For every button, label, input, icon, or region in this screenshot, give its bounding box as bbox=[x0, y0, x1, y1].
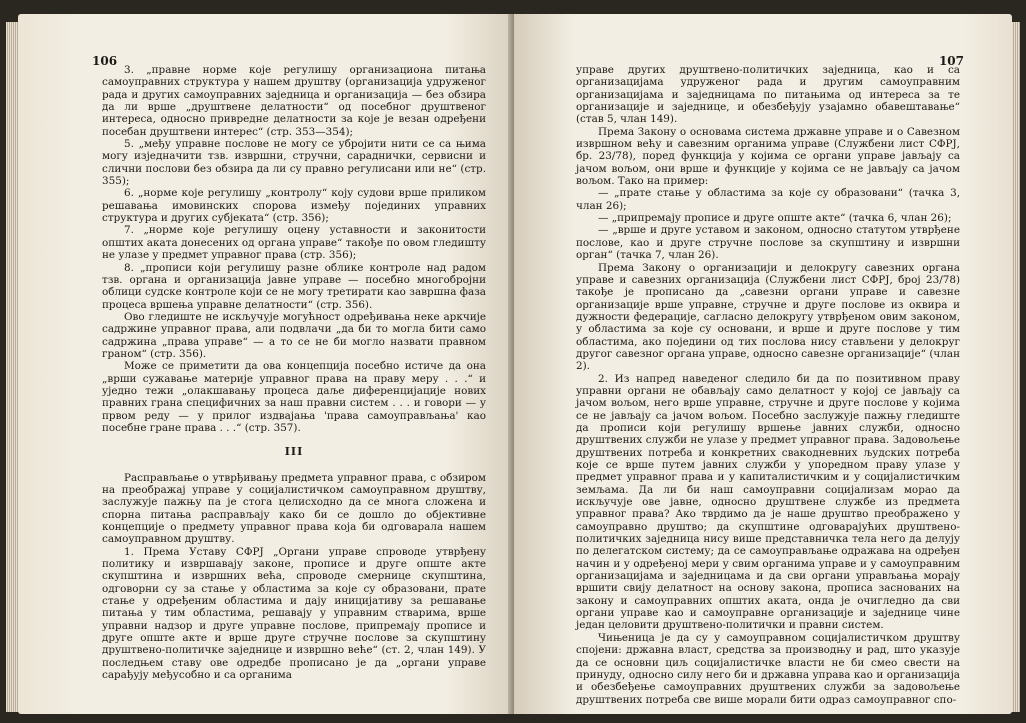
paragraph: 6. „норме које регулишу „контролу“ коју судови врше приликом решавања имовинских спорова између појединих управних структура и других субјеката“ (стр. 356); bbox=[102, 187, 486, 225]
paragraph: 7. „норме које регулишу оцену уставности и законитости општих аката донесених од органа управе“ такође по овом гледишту не улазе у предмет управног права (стр. 356); bbox=[102, 224, 486, 262]
page-number-right: 107 bbox=[938, 54, 964, 68]
right-page-text bbox=[576, 64, 960, 706]
section-heading: III bbox=[284, 445, 304, 459]
right-page bbox=[514, 14, 1012, 714]
paragraph: 3. „правне норме које регулишу организациона питања самоуправних структура у нашем друштву (организација удруженог рада и других самоуправних заједница и организација — без обзира да ли врше „друштвене делатности“ од посебног друштвеног интереса, односно привредне делатности за које је везан одређени посебан друштвени интерес“ (стр. 353—354); bbox=[102, 64, 486, 138]
list-item: — „прате стање у областима за које су образовани“ (тачка 3, члан 26); bbox=[576, 187, 960, 212]
paragraph: Може се приметити да ова концепција посебно истиче да она „врши сужавање материје управног права на праву меру . . .“ и уједно тежи „олакшавању процеса даље диференцијације нових правних грана специфичних за наш правни систем . . . и говори — у првом реду — у прилог издвајања 'права самоуправљања' као посебне гране права . . .“ (стр. 357). bbox=[102, 360, 486, 434]
paragraph: Расправљање о утврђивању предмета управног права, с обзиром на преображај управе у социјалистичком самоуправном друштву, заслужује пажњу па је стога целисходно да се многа сложена и спорна питања расправљају како би се дошло до објективне концепције о предмету управног права која би одговарала нашем самоуправном друштву. bbox=[102, 471, 486, 546]
paragraph: управе других друштвено-политичких заједница, као и са организацијама удруженог рада и другим самоуправним организацијама и заједницама по питањима од интереса за те организације и заједнице, и обезбеђују узајамно обавештавање“ (став 5, члан 149). bbox=[576, 64, 960, 126]
paragraph: 5. „међу управне послове не могу се убројити нити се са њима могу изједначити тзв. извршни, стручни, сараднички, сервисни и слични послови без обзира да ли су правно регулисани или не“ (стр. 355); bbox=[102, 138, 486, 188]
paragraph: Према Закону о организацији и делокругу савезних органа управе и савезних организација (Службени лист СФРЈ, број 23/78) такође је прописано да „савезни органи управе и савезне организације врше управне, стручне и друге послове из оквира и дужности федерације, сагласно делокругу утврђеном овим законом, у областима за које су основани, и врше и друге послове у тим областима, ако поједини од тих послова нису стављени у делокруг другог савезног органа управе, односно савезне организације“ (члан 2). bbox=[576, 261, 960, 373]
left-page-text bbox=[102, 64, 486, 682]
paragraph: Према Закону о основама система државне управе и о Савезном извршном већу и савезним органима управе (Службени лист СФРЈ, бр. 23/78), поред функција у којима се органи управе јављају са јачом вољом, они врше и функције у којима се не јављају са јачом вољом. Тако на пример: bbox=[576, 125, 960, 188]
list-item: — „врше и друге уставом и законом, односно статутом утврђене послове, као и друге стручне послове за скупштину и извршни орган“ (тачка 7, члан 26). bbox=[576, 224, 960, 262]
paragraph: Чињеница је да су у самоуправном социјалистичком друштву спојени: државна власт, средства за производњу и рад, што указује да се основни циљ социјалистичке власти не би смео свести на принуду, односно силу него би и државна управа као и организација и обезбеђење самоуправних друштвених служби за задовољење друштвених потреба све више морали бити одраз самоуправног спо- bbox=[576, 631, 960, 706]
left-page bbox=[18, 14, 514, 714]
paragraph: 8. „прописи који регулишу разне облике контроле над радом тзв. органа и организација јавне управе — посебно многобројни облици судске контроле који се не могу третирати као завршна фаза процеса вршења управне делатности“ (стр. 356). bbox=[102, 261, 486, 311]
list-item: — „припремају прописе и друге опште акте“ (тачка 6, члан 26); bbox=[598, 212, 952, 225]
paragraph: 2. Из напред наведеног следило би да по позитивном праву управни органи не обављају само делатност у којој се јављају са јачом вољом, него врше управне, стручне и друге послове у којима се не јављају са јачом вољом. Посебно заслужује пажњу гледиште да прописи који регулишу вршење јавних служби, односно друштвених служби не улазе у предмет управног права. Задовољење друштвених потреба и конкретних свакодневних људских потреба које се врше путем јавних служби у упоредном праву улазе у предмет управног права и у капиталистичким и у социјалистичким земљама. Да ли би наш самоуправни социјализам морао да искључује ове јавне, односно друштвене службе из предмета управног права? Ако тврдимо да је наше друштво преображено у самоуправно друштво; да скупштине одговарајућих друштвено-политичких заједница нису више представничка тела него да делују по делегатском систему; да се самоуправљање одражава на одређен начин и у одређеној мери у свим органима управе и у самоуправним организацијама и заједницама и да сви органи управљања морају вршити свију делатност на основу закона, прописа заснованих на закону и самоуправних општих аката, онда је очигледно да сви органи управе као и самоуправне организације и заједнице чине један целовити друштвено-политички и правни систем. bbox=[576, 372, 960, 632]
paragraph: Ово гледиште не искључује могућност одређивања неке аркчије садржине управног права, али подвлачи „да би то могла бити само садржина „права управе“ — а то се не би могло назвати правном граном“ (стр. 356). bbox=[102, 310, 486, 360]
paragraph: 1. Према Уставу СФРЈ „Органи управе спроводе утврђену политику и извршавају законе, прописе и друге опште акте скупштина и извршних већа, спроводе смернице скупштина, одговорни су за стање у областима за које су образовани, прате стање у одређеним областима и дају иницијативу за решавање питања у тим областима, решавају у управним стварима, врше управни надзор и друге управне послове, припремају прописе и друге опште акте и врше друге стручне послове за скупштину друштвено-политичке заједнице и извршно веће“ (ст. 2, члан 149). У последњем ставу ове одредбе прописано је да „органи управе сарађују међусобно и са органима bbox=[102, 545, 486, 682]
page-number-left: 106 bbox=[92, 54, 118, 68]
